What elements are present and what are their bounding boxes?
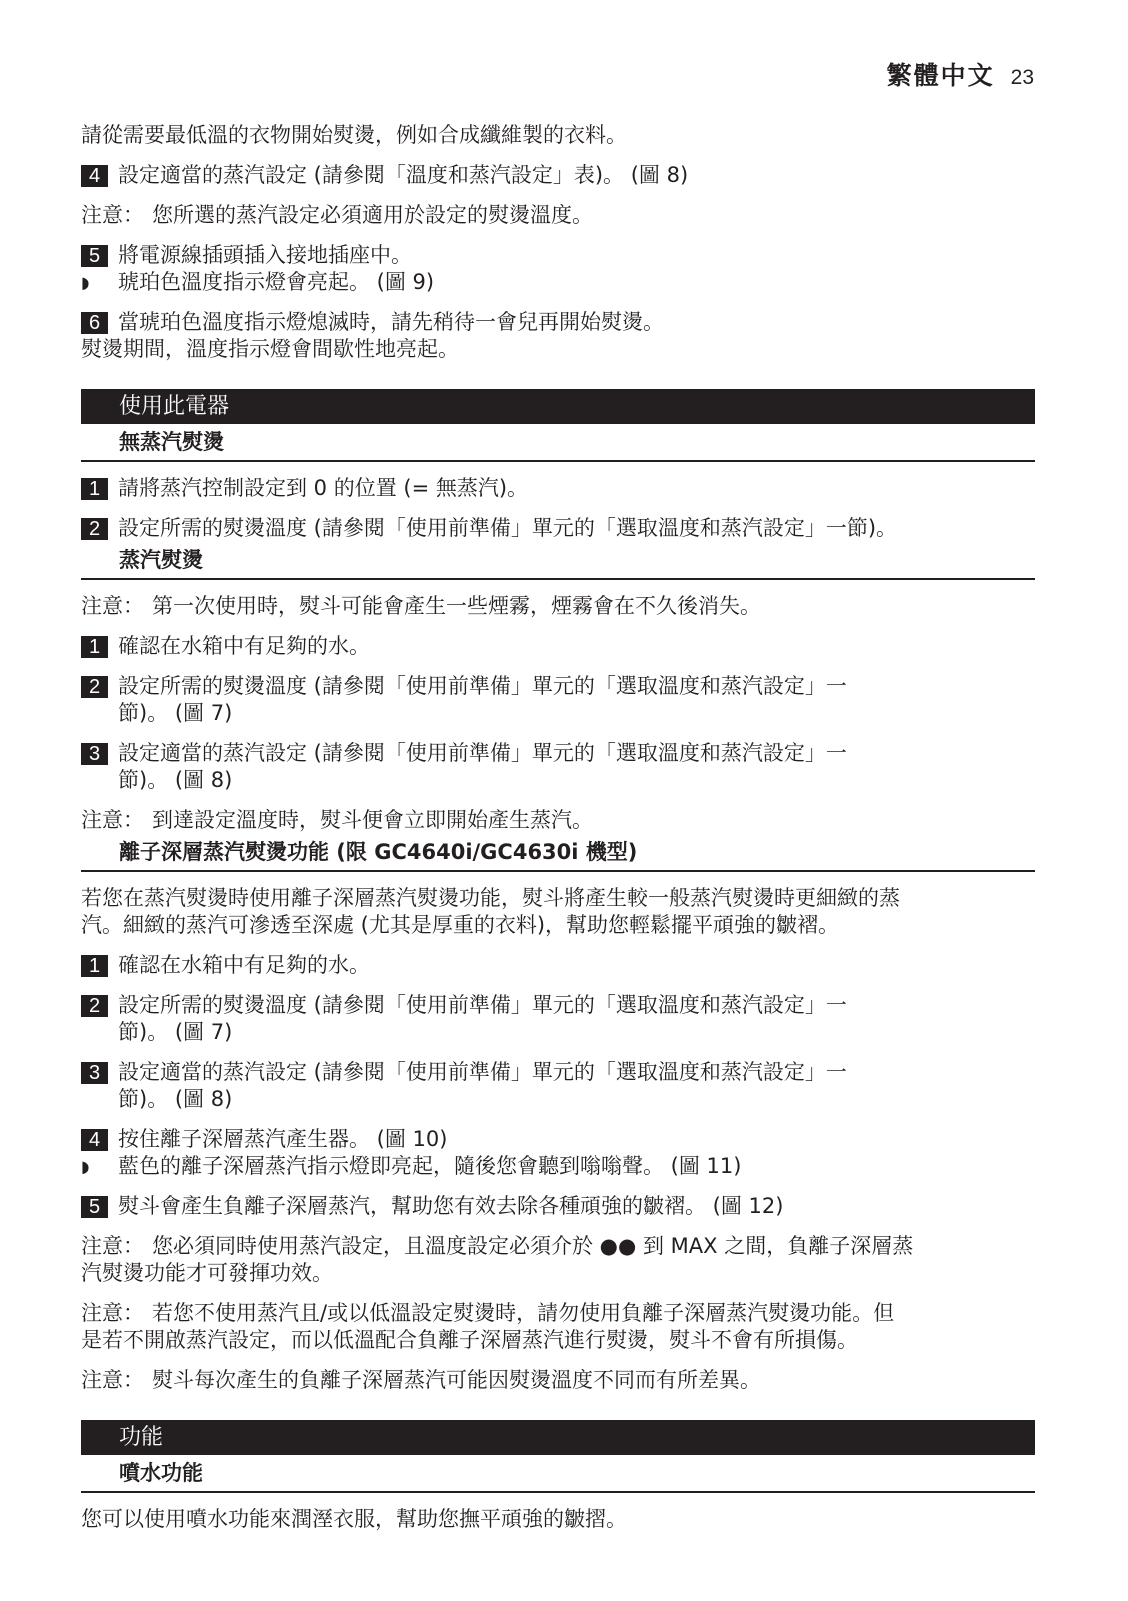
note [81, 1300, 1035, 1354]
step-text: 確認在水箱中有足夠的水。 [118, 953, 370, 977]
steam-step-3 [81, 740, 1035, 794]
bullet-text: 藍色的離子深層蒸汽指示燈即亮起，隨後您會聽到嗡嗡聲。 (圖 11) [118, 1154, 742, 1178]
steam-step-2 [81, 673, 1035, 727]
step-number-badge: 1 [81, 636, 108, 658]
step-number-badge: 5 [81, 1196, 108, 1218]
step-text: 當琥珀色溫度指示燈熄滅時，請先稍待一會兒再開始熨燙。 [118, 310, 664, 334]
step-text: 按住離子深層蒸汽產生器。 (圖 10) [118, 1127, 448, 1151]
ionic-intro-line: 汽。細緻的蒸汽可滲透至深處 (尤其是厚重的衣料)，幫助您輕鬆擺平頑強的皺褶。 [81, 913, 840, 937]
step-5 [81, 242, 1035, 269]
section-heading-features: 功能 [81, 1420, 1035, 1455]
note-text-line: 汽熨燙功能才可發揮功效。 [81, 1261, 333, 1285]
subheading-spray-function: 噴水功能 [81, 1455, 1035, 1493]
bullet-icon: ◗ [81, 273, 90, 292]
step-text: 將電源線插頭插入接地插座中。 [118, 243, 412, 267]
note-text-line: 您必須同時使用蒸汽設定，且溫度設定必須介於 ●● 到 MAX 之間，負離子深層蒸 [152, 1234, 914, 1258]
note [81, 593, 1035, 620]
language-label: 繁體中文 [886, 61, 995, 90]
step-text: 設定所需的熨燙溫度 (請參閱「使用前準備」單元的「選取溫度和蒸汽設定」一節)。 [118, 516, 898, 540]
note-text: 到達設定溫度時，熨斗便會立即開始產生蒸汽。 [152, 808, 593, 832]
step-number-badge: 2 [81, 676, 108, 698]
note-label: 注意： [81, 1234, 144, 1258]
step-text-line: 節)。 (圖 8) [118, 768, 233, 792]
step-text-line: 節)。 (圖 7) [118, 1020, 233, 1044]
step-6 [81, 309, 1035, 336]
step-number-badge: 1 [81, 955, 108, 977]
ionic-step-2 [81, 992, 1035, 1046]
ionic-step-5 [81, 1193, 1035, 1220]
page-content [81, 122, 1035, 1533]
step-number-badge: 5 [81, 245, 108, 267]
step-6-continuation: 熨燙期間，溫度指示燈會間歇性地亮起。 [81, 337, 459, 361]
note [81, 1367, 1035, 1394]
dry-step-1 [81, 475, 1035, 502]
note-text: 您所選的蒸汽設定必須適用於設定的熨燙溫度。 [152, 203, 593, 227]
step-text: 熨斗會產生負離子深層蒸汽，幫助您有效去除各種頑強的皺褶。 (圖 12) [118, 1194, 784, 1218]
step-text-line: 設定所需的熨燙溫度 (請參閱「使用前準備」單元的「選取溫度和蒸汽設定」一 [118, 674, 847, 698]
step-text: 請將蒸汽控制設定到 0 的位置 (= 無蒸汽)。 [118, 476, 529, 500]
note-label: 注意： [81, 1301, 144, 1325]
step-text-line: 設定所需的熨燙溫度 (請參閱「使用前準備」單元的「選取溫度和蒸汽設定」一 [118, 993, 847, 1017]
step-text: 設定適當的蒸汽設定 (請參閱「溫度和蒸汽設定」表)。 (圖 8) [118, 163, 689, 187]
result-bullet [81, 269, 1035, 296]
step-number-badge: 3 [81, 1062, 108, 1084]
note-text-line: 是若不開啟蒸汽設定，而以低溫配合負離子深層蒸汽進行熨燙，熨斗不會有所損傷。 [81, 1328, 858, 1352]
step-number-badge: 6 [81, 312, 108, 334]
note-label: 注意： [81, 203, 144, 227]
step-number-badge: 2 [81, 995, 108, 1017]
note-label: 注意： [81, 808, 144, 832]
subheading-dry-ironing: 無蒸汽熨燙 [81, 424, 1035, 462]
note [81, 202, 1035, 229]
result-bullet [81, 1153, 1035, 1180]
note-text: 熨斗每次產生的負離子深層蒸汽可能因熨燙溫度不同而有所差異。 [152, 1368, 761, 1392]
note-text: 第一次使用時，熨斗可能會產生一些煙霧，煙霧會在不久後消失。 [152, 594, 761, 618]
intro-paragraph: 請從需要最低溫的衣物開始熨燙，例如合成纖維製的衣料。 [81, 123, 627, 147]
note [81, 807, 1035, 834]
page-header [887, 56, 1034, 92]
step-number-badge: 3 [81, 743, 108, 765]
subheading-ionic-deepsteam: 離子深層蒸汽熨燙功能 (限 GC4640i/GC4630i 機型) [81, 834, 1035, 872]
bullet-text: 琥珀色溫度指示燈會亮起。 (圖 9) [118, 270, 435, 294]
step-text-line: 設定適當的蒸汽設定 (請參閱「使用前準備」單元的「選取溫度和蒸汽設定」一 [118, 1060, 847, 1084]
ionic-step-3 [81, 1059, 1035, 1113]
ionic-step-4 [81, 1126, 1035, 1153]
note-label: 注意： [81, 1368, 144, 1392]
step-number-badge: 4 [81, 165, 108, 187]
bullet-icon: ◗ [81, 1157, 90, 1176]
step-text: 確認在水箱中有足夠的水。 [118, 634, 370, 658]
steam-step-1 [81, 633, 1035, 660]
note-label: 注意： [81, 594, 144, 618]
subheading-steam-ironing: 蒸汽熨燙 [81, 542, 1035, 580]
step-number-badge: 2 [81, 518, 108, 540]
section-heading-using-appliance: 使用此電器 [81, 389, 1035, 424]
ionic-intro-line: 若您在蒸汽熨燙時使用離子深層蒸汽熨燙功能，熨斗將產生較一般蒸汽熨燙時更細緻的蒸 [81, 886, 900, 910]
step-text-line: 節)。 (圖 7) [118, 701, 233, 725]
dry-step-2 [81, 515, 1035, 542]
step-text-line: 設定適當的蒸汽設定 (請參閱「使用前準備」單元的「選取溫度和蒸汽設定」一 [118, 741, 847, 765]
note [81, 1233, 1035, 1287]
ionic-intro [81, 885, 1035, 939]
step-number-badge: 4 [81, 1129, 108, 1151]
page-number: 23 [1010, 66, 1034, 89]
spray-paragraph: 您可以使用噴水功能來潤溼衣服，幫助您撫平頑強的皺摺。 [81, 1507, 627, 1531]
step-text-line: 節)。 (圖 8) [118, 1087, 233, 1111]
step-4 [81, 162, 1035, 189]
note-text-line: 若您不使用蒸汽且/或以低溫設定熨燙時，請勿使用負離子深層蒸汽熨燙功能。但 [152, 1301, 895, 1325]
ionic-step-1 [81, 952, 1035, 979]
step-number-badge: 1 [81, 478, 108, 500]
